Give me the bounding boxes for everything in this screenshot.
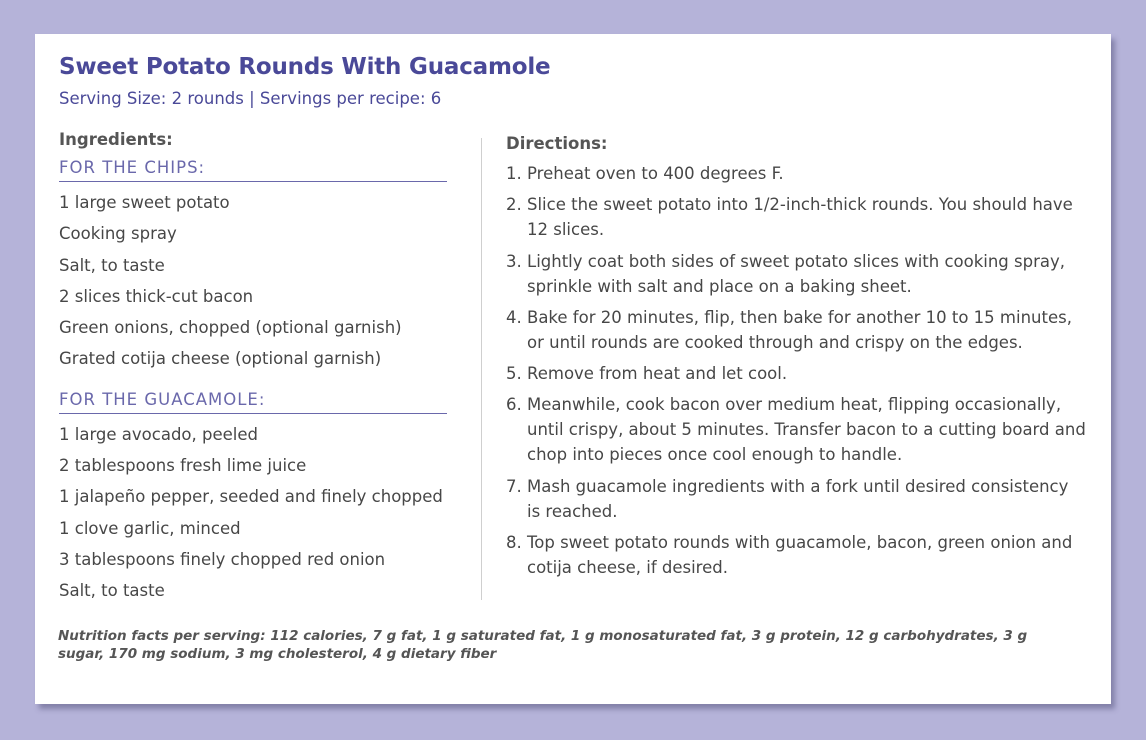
- step-number: 5.: [506, 364, 522, 384]
- directions-column: [506, 133, 1086, 586]
- ingredient-item: Grated cotija cheese (optional garnish): [59, 349, 382, 369]
- chips-section-label: FOR THE CHIPS:: [59, 157, 447, 182]
- direction-step: [506, 305, 1086, 355]
- guacamole-section-label: FOR THE GUACAMOLE:: [59, 389, 447, 414]
- ingredient-item: Green onions, chopped (optional garnish): [59, 318, 402, 338]
- direction-step: [506, 249, 1086, 299]
- ingredient-item: Salt, to taste: [59, 255, 165, 275]
- direction-step: [506, 530, 1086, 580]
- guacamole-ingredient-list: [59, 419, 447, 607]
- step-text: Mash guacamole ingredients with a fork until desired consistency is reached.: [527, 476, 1069, 521]
- step-text: Preheat oven to 400 degrees F.: [527, 164, 784, 183]
- nutrition-facts: Nutrition facts per serving: 112 calories, 7 g fat, 1 g saturated fat, 1 g monosaturated fat, 3 g protein, 12 g carbohydrates, 3 g sugar, 170 mg sodium, 3 mg cholesterol, 4 g dietary fiber: [58, 628, 1028, 662]
- step-number: 1.: [506, 164, 522, 183]
- direction-step: [506, 192, 1086, 242]
- step-text: Top sweet potato rounds with guacamole, bacon, green onion and cotija cheese, if desired.: [527, 533, 1073, 578]
- step-text: Meanwhile, cook bacon over medium heat, flipping occasionally, until crispy, about 5 minutes. Transfer bacon to a cutting board and chop into pieces once cool enough to handle.: [527, 395, 1086, 465]
- ingredient-item: 3 tablespoons finely chopped red onion: [59, 549, 386, 569]
- ingredient-item: 1 jalapeño pepper, seeded and finely chopped: [59, 487, 443, 507]
- step-number: 8.: [506, 533, 522, 553]
- step-number: 3.: [506, 251, 522, 271]
- ingredient-item: 1 large sweet potato: [59, 193, 230, 212]
- step-number: 6.: [506, 395, 522, 415]
- step-text: Bake for 20 minutes, flip, then bake for another 10 to 15 minutes, or until rounds are cooked through and crispy on the edges.: [527, 307, 1072, 352]
- step-number: 4.: [506, 307, 522, 327]
- step-number: 7.: [506, 476, 522, 496]
- ingredient-item: 2 tablespoons fresh lime juice: [59, 456, 307, 476]
- step-number: 2.: [506, 195, 522, 215]
- directions-list: [506, 161, 1086, 580]
- step-text: Lightly coat both sides of sweet potato slices with cooking spray, sprinkle with salt and place on a baking sheet.: [527, 251, 1065, 296]
- serving-info: Serving Size: 2 rounds | Servings per recipe: 6: [59, 89, 442, 108]
- column-divider: [481, 138, 482, 600]
- ingredient-item: 1 clove garlic, minced: [59, 518, 241, 538]
- ingredient-item: 1 large avocado, peeled: [59, 424, 258, 444]
- ingredients-heading: Ingredients:: [59, 130, 173, 149]
- ingredient-item: 2 slices thick-cut bacon: [59, 286, 254, 306]
- direction-step: [506, 161, 1086, 186]
- direction-step: [506, 392, 1086, 467]
- step-text: Remove from heat and let cool.: [527, 364, 788, 384]
- chips-ingredient-list: [59, 187, 447, 375]
- ingredient-item: Salt, to taste: [59, 581, 165, 601]
- direction-step: [506, 474, 1086, 524]
- direction-step: [506, 361, 1086, 386]
- directions-heading: Directions:: [506, 134, 608, 153]
- recipe-card: [35, 34, 1111, 704]
- step-text: Slice the sweet potato into 1/2-inch-thick rounds. You should have 12 slices.: [527, 195, 1073, 240]
- ingredients-column: [59, 129, 447, 607]
- recipe-title: Sweet Potato Rounds With Guacamole: [59, 54, 551, 80]
- ingredient-item: Cooking spray: [59, 224, 177, 244]
